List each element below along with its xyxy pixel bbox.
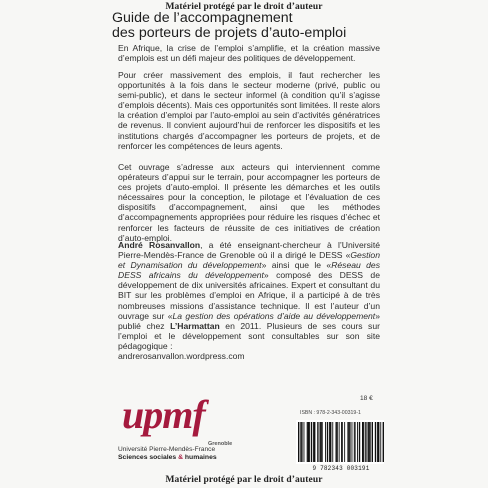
isbn-label: ISBN : 978-2-343-00319-1 bbox=[300, 410, 361, 416]
bio-book-title: La gestion des opérations d’aide au développement bbox=[172, 310, 376, 321]
bio-text-b: » ainsi que le « bbox=[261, 260, 332, 271]
logo-city: Grenoble bbox=[208, 441, 233, 447]
bio-text-a: , a été enseignant-chercheur à l’Université Pierre-Mendès-France de Grenoble où il a dirigé le DESS « bbox=[118, 240, 380, 261]
logo-faculty-b: humaines bbox=[183, 454, 217, 461]
paragraph-audience: Cet ouvrage s’adresse aux acteurs qui interviennent comme opérateurs d’appui sur le terrain, pour accompagner les porteurs de ces projets d’auto-emploi. Il présente les démarches et les outils nécessaires pour la conception, le pilotage et l’évaluation de ces dispositifs d’accompagnement, ainsi que les méthodes d’accompagnements appropriées pour réduire les risques d’échec et renforcer les facteurs de réussite de ces initiatives de création d’auto-emploi. bbox=[118, 162, 380, 243]
book-title bbox=[112, 11, 412, 41]
upmf-logo: upmf bbox=[122, 392, 205, 437]
logo-faculty bbox=[118, 454, 217, 462]
bio-publisher: L’Harmattan bbox=[170, 320, 220, 331]
copyright-watermark-top: Matériel protégé par le droit d’auteur bbox=[165, 2, 323, 12]
author-website: andrerosanvallon.wordpress.com bbox=[118, 351, 245, 362]
barcode bbox=[296, 420, 384, 464]
logo-faculty-a: Sciences sociales bbox=[118, 454, 179, 461]
bio-text-c: » composé des DESS de développement de dix universités africaines. Expert et consultant du BIT sur les problèmes d’emploi en Afrique, il a participé à de très nombreuses missions d’assistance technique. Il est l’auteur d’un ouvrage sur « bbox=[118, 270, 380, 321]
paragraph-intro: En Afrique, la crise de l’emploi s’amplifie, et la création massive d’emplois est un défi majeur des politiques de développement. bbox=[118, 43, 380, 64]
bio-text-d: » publié chez bbox=[118, 310, 380, 331]
logo-faculty-amp: & bbox=[178, 454, 184, 461]
paragraph-employment: Pour créer massivement des emplois, il faut rechercher les opportunités à la fois dans le secteur moderne (privé, public ou semi-public), et dans le secteur informel (à condition qu’il s’agisse d’emplois décents). Mais ces opportunités sont limitées. Il reste alors la création d’emploi par l’auto-emploi au sein d’activités génératrices de revenus. Il convient aujourd’hui de renforcer les dispositifs et les institutions chargés d’accompagner les porteurs de projets, et de renforcer les compétences de leurs agents. bbox=[118, 70, 380, 151]
barcode-digits: 9 782343 003191 bbox=[312, 465, 370, 472]
bio-network-title: Réseau des DESS africains du développement bbox=[118, 260, 381, 281]
logo-university-name: Université Pierre-Mendès-France bbox=[118, 446, 216, 453]
price-label: 18 € bbox=[360, 395, 373, 402]
bio-dess-title: Gestion et Dynamisation du développement bbox=[118, 250, 380, 271]
title-line-2: des porteurs de projets d’auto-emploi bbox=[112, 25, 347, 41]
paragraph-author-bio bbox=[118, 240, 380, 361]
title-line-1: Guide de l’accompagnement bbox=[112, 10, 293, 26]
copyright-watermark-bottom: Matériel protégé par le droit d’auteur bbox=[165, 475, 323, 485]
bio-text-e: en 2011. Plusieurs de ses cours sur l’emploi et le développement sont consultables sur son site pédagogique : bbox=[118, 320, 380, 351]
author-name: André Rosanvallon bbox=[118, 240, 201, 250]
